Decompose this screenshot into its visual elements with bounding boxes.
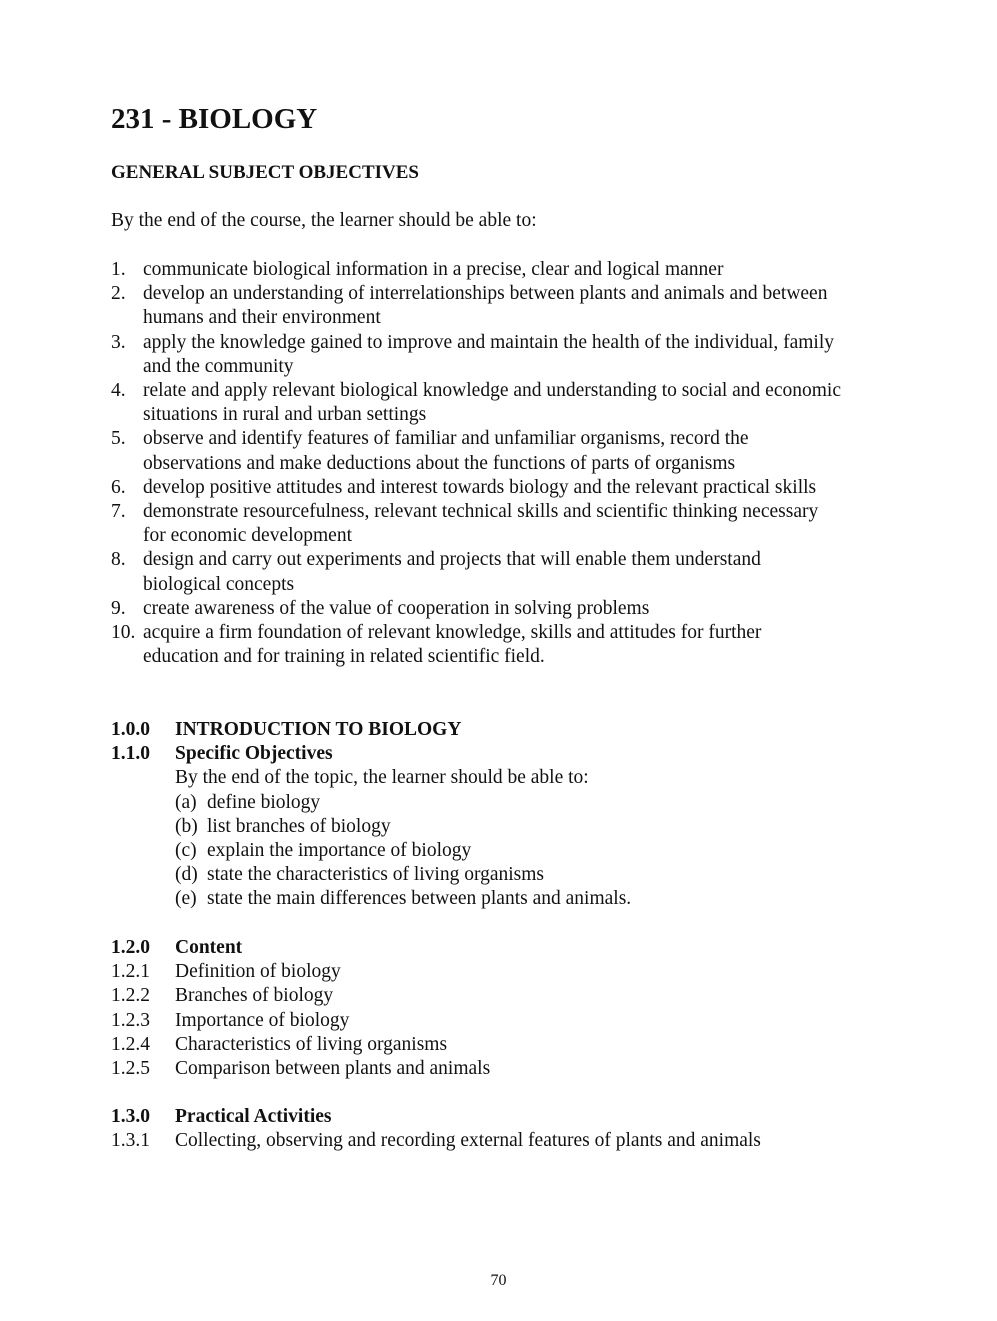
item-text: state the characteristics of living organisms [207, 864, 545, 886]
section-code: 1.3.0 [111, 1106, 150, 1127]
section-introduction [111, 718, 851, 912]
section-code: 1.2.0 [111, 937, 150, 958]
item-text: explain the importance of biology [207, 839, 472, 861]
item-number: 4. [111, 380, 126, 402]
item-label: (a) [175, 791, 197, 813]
content-item [111, 1009, 851, 1033]
item-text: acquire a firm foundation of relevant knowledge, skills and attitudes for further education and for training in related scientific field. [143, 622, 762, 668]
list-item [111, 791, 851, 815]
list-item [111, 282, 841, 330]
item-text: develop an understanding of interrelationships between plants and animals and between humans and their environment [143, 283, 828, 329]
general-objectives-intro: By the end of the course, the learner should be able to: [111, 210, 537, 231]
specific-objectives-list [111, 791, 851, 912]
item-label: (e) [175, 888, 197, 910]
item-text: design and carry out experiments and projects that will enable them understand biological concepts [143, 549, 761, 595]
list-item [111, 500, 841, 548]
item-text: observe and identify features of familiar and unfamiliar organisms, record the observations and make deductions about the functions of parts of organisms [143, 428, 749, 474]
list-item [111, 427, 841, 475]
item-code: 1.2.2 [111, 985, 150, 1007]
item-text: state the main differences between plants and animals. [207, 888, 632, 910]
item-number: 7. [111, 501, 126, 523]
general-objectives-heading: GENERAL SUBJECT OBJECTIVES [111, 162, 419, 183]
list-item [111, 621, 841, 669]
section-title: INTRODUCTION TO BIOLOGY [175, 719, 462, 740]
item-code: 1.2.3 [111, 1009, 150, 1031]
item-text: Collecting, observing and recording external features of plants and animals [175, 1130, 761, 1152]
item-code: 1.2.5 [111, 1057, 150, 1079]
list-item [111, 258, 841, 282]
item-text: relate and apply relevant biological knowledge and understanding to social and economic situations in rural and urban settings [143, 380, 841, 426]
section-content [111, 936, 851, 1081]
list-item [111, 476, 841, 500]
section-title: Practical Activities [175, 1106, 332, 1127]
item-text: Characteristics of living organisms [175, 1033, 448, 1055]
list-item [111, 379, 841, 427]
list-item [111, 548, 841, 596]
practical-item [111, 1129, 851, 1153]
item-number: 10. [111, 622, 136, 644]
item-number: 8. [111, 549, 126, 571]
content-heading [111, 936, 851, 960]
content-item [111, 960, 851, 984]
content-item [111, 1033, 851, 1057]
item-text: list branches of biology [207, 815, 391, 837]
item-text: develop positive attitudes and interest towards biology and the relevant practical skills [143, 476, 817, 498]
item-code: 1.2.1 [111, 961, 150, 983]
item-label: (c) [175, 839, 197, 861]
section-heading [111, 718, 851, 742]
list-item [111, 839, 851, 863]
item-code: 1.2.4 [111, 1033, 150, 1055]
list-item [111, 815, 851, 839]
specific-objectives-intro: By the end of the topic, the learner should be able to: [175, 767, 589, 789]
item-number: 6. [111, 476, 126, 498]
item-number: 3. [111, 331, 126, 353]
content-item [111, 1057, 851, 1081]
item-text: communicate biological information in a precise, clear and logical manner [143, 259, 724, 280]
general-objectives-list [111, 258, 841, 669]
item-number: 1. [111, 259, 126, 280]
item-text: demonstrate resourcefulness, relevant technical skills and scientific thinking necessary for economic development [143, 501, 819, 547]
document-title: 231 - BIOLOGY [111, 103, 318, 135]
item-number: 2. [111, 283, 126, 305]
list-item [111, 887, 851, 911]
item-text: create awareness of the value of cooperation in solving problems [143, 597, 650, 619]
section-practical [111, 1105, 851, 1153]
page-number: 70 [490, 1272, 507, 1289]
list-item [111, 863, 851, 887]
item-text: apply the knowledge gained to improve and maintain the health of the individual, family and the community [143, 331, 834, 377]
section-title: Specific Objectives [175, 743, 333, 765]
section-code: 1.1.0 [111, 743, 150, 765]
list-item [111, 597, 841, 621]
item-text: define biology [207, 791, 321, 813]
content-item [111, 984, 851, 1008]
item-text: Comparison between plants and animals [175, 1057, 491, 1079]
item-text: Definition of biology [175, 961, 341, 983]
item-text: Importance of biology [175, 1009, 350, 1031]
item-text: Branches of biology [175, 985, 334, 1007]
item-number: 9. [111, 597, 126, 619]
specific-objectives-heading [111, 742, 851, 766]
section-code: 1.0.0 [111, 719, 150, 740]
item-number: 5. [111, 428, 126, 450]
item-label: (d) [175, 864, 198, 886]
item-code: 1.3.1 [111, 1130, 150, 1152]
practical-heading [111, 1105, 851, 1129]
item-label: (b) [175, 815, 198, 837]
section-title: Content [175, 937, 243, 958]
list-item [111, 331, 841, 379]
